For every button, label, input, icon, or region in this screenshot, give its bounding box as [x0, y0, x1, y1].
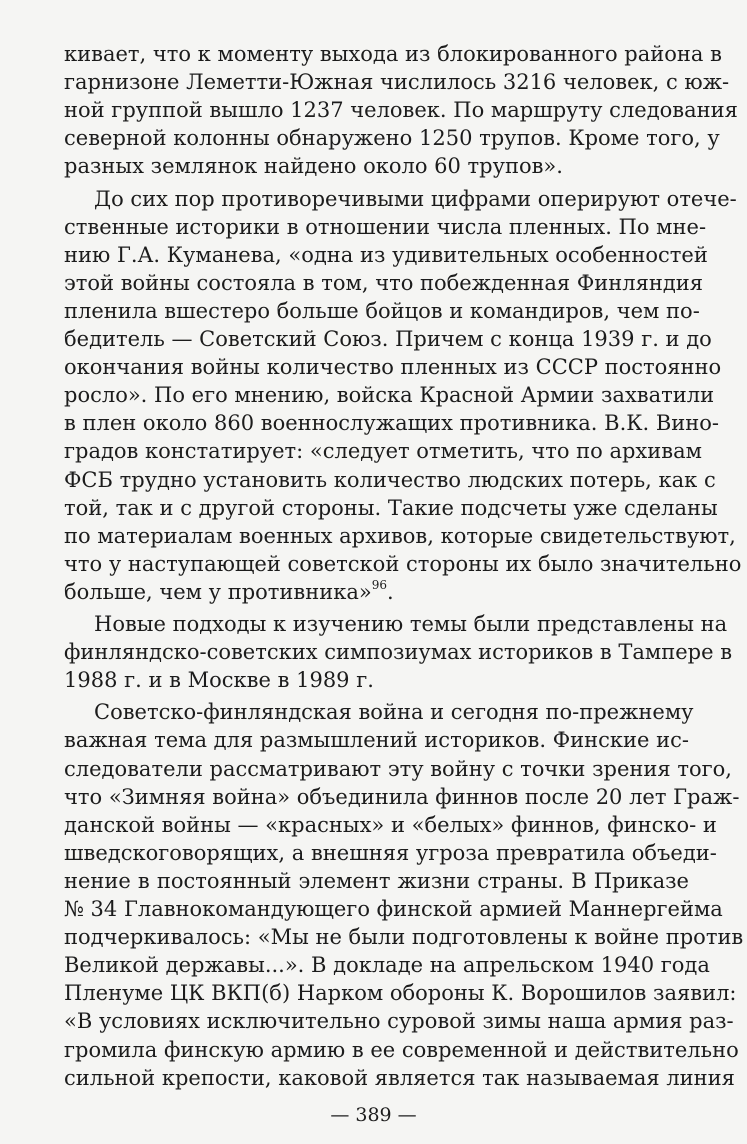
- text-line: росло». По его мнению, войска Красной Армии захватили: [64, 383, 715, 408]
- text-line: окончания войны количество пленных из СССР постоянно: [64, 355, 722, 380]
- text-line: важная тема для размышлений историков. Финские ис-: [64, 728, 689, 753]
- text-line: № 34 Главнокомандующего финской армией Маннергейма: [64, 897, 723, 921]
- paragraph-first-line: До сих пор противоречивыми цифрами оперируют отече-: [94, 186, 737, 211]
- text-line: данской войны — «красных» и «белых» финнов, финско- и: [64, 812, 717, 837]
- text-line: бедитель — Советский Союз. Причем с конца 1939 г. и до: [64, 327, 712, 351]
- text-line: Пленуме ЦК ВКП(б) Нарком обороны К. Ворошилов заявил:: [64, 981, 737, 1006]
- text-line: нию Г.А. Куманева, «одна из удивительных особенностей: [64, 242, 708, 267]
- text-line: пленила вшестеро больше бойцов и командиров, чем по-: [64, 298, 700, 323]
- text-line: сильной крепости, каковой является так называемая линия: [64, 1065, 735, 1090]
- text-line: градов констатирует: «следует отметить, что по архивам: [64, 439, 702, 464]
- text-line: 1988 г. и в Москве в 1989 г.: [64, 668, 374, 693]
- text-line: «В условиях исключительно суровой зимы наша армия раз-: [64, 1009, 734, 1034]
- text-line: [64, 578, 689, 606]
- text-line: шведскоговорящих, а внешняя угроза превратила объеди-: [64, 840, 717, 865]
- text-line-content: больше, чем у противника»: [64, 579, 372, 604]
- text-line: в плен около 860 военнослужащих противника. В.К. Вино-: [64, 411, 720, 436]
- text-line: ственные историки в отношении числа пленных. По мне-: [64, 214, 707, 239]
- page-number: — 389 —: [330, 1104, 417, 1126]
- text-line: громила финскую армию в ее современной и действительно: [64, 1037, 739, 1062]
- text-line: этой войны состояла в том, что побежденная Финляндия: [64, 270, 704, 295]
- text-line: ной группой вышло 1237 человек. По маршруту следования: [64, 98, 738, 123]
- paragraph-first-line: Советско-финляндская война и сегодня по-прежнему: [94, 700, 694, 725]
- paragraph-first-line: Новые подходы к изучению темы были представлены на: [94, 612, 728, 636]
- text-line: по материалам военных архивов, которые свидетельствуют,: [64, 523, 736, 548]
- text-line: нение в постоянный элемент жизни страны. В Приказе: [64, 868, 689, 893]
- text-line: что «Зимняя война» объединила финнов после 20 лет Граж-: [64, 784, 740, 809]
- text-line: подчеркивалось: «Мы не были подготовлены к войне против: [64, 925, 744, 950]
- text-line: Великой державы...». В докладе на апрельском 1940 года: [64, 953, 710, 978]
- text-line: той, так и с другой стороны. Такие подсчеты уже сделаны: [64, 495, 718, 520]
- text-line: разных землянок найдено около 60 трупов».: [64, 154, 563, 179]
- text-line: что у наступающей советской стороны их было значительно: [64, 551, 742, 576]
- text-line: кивает, что к моменту выхода из блокированного района в: [64, 42, 722, 66]
- text-line: гарнизоне Леметти-Южная числилось 3216 человек, с юж-: [64, 70, 730, 95]
- text-line: финляндско-советских симпозиумах историков в Тампере в: [64, 640, 733, 665]
- footnote-ref: 96: [371, 577, 388, 592]
- text-line: ФСБ трудно установить количество людских потерь, как с: [64, 467, 716, 492]
- line-end-period: .: [387, 579, 394, 604]
- text-line: следователи рассматривают эту войну с точки зрения того,: [64, 756, 732, 781]
- text-line: северной колонны обнаружено 1250 трупов. Кроме того, у: [64, 126, 720, 151]
